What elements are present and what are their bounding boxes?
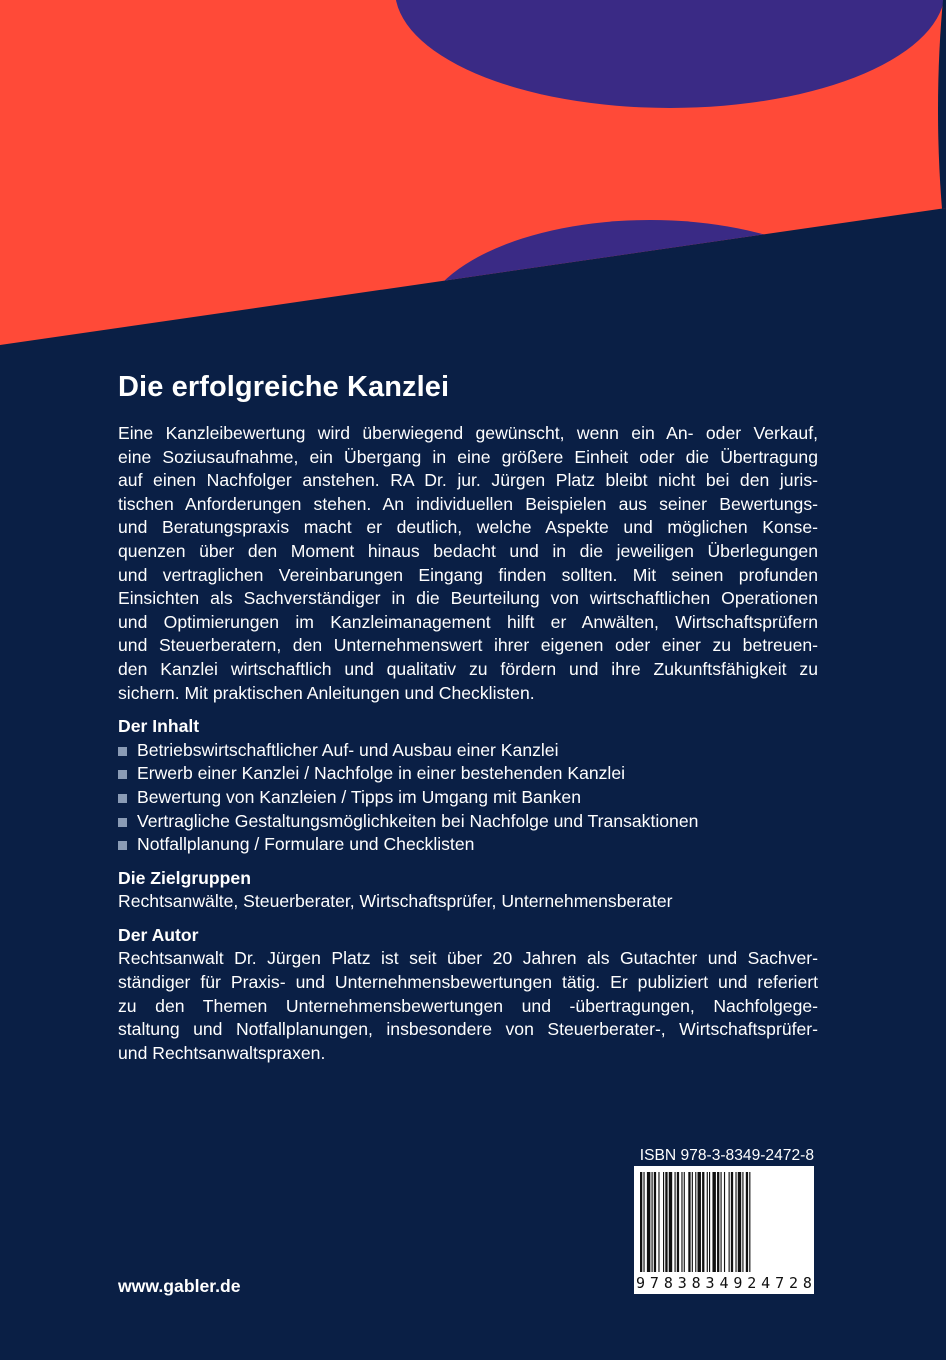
author-heading: Der Autor [118, 924, 199, 945]
intro-line: und Beratungspraxis macht er deutlich, welche Aspekte und möglichen Konse- [118, 517, 818, 538]
list-item-text: Erwerb einer Kanzlei / Nachfolge in einer bestehenden Kanzlei [137, 763, 626, 784]
intro-line: Einsichten als Sachverständiger in die Beurteilung von wirtschaftlichen Operationen [118, 588, 818, 609]
barcode-bar [742, 1172, 743, 1272]
list-item-text: Betriebswirtschaftlicher Auf- und Ausbau einer Kanzlei [137, 739, 559, 760]
list-item-text: Bewertung von Kanzleien / Tipps im Umgang mit Banken [137, 786, 581, 807]
author-line: Rechtsanwalt Dr. Jürgen Platz ist seit über 20 Jahren als Gutachter und Sachver- [118, 948, 818, 969]
publisher-website: www.gabler.de [118, 1276, 241, 1296]
author-line: staltung und Notfallplanungen, insbesondere von Steuerberater-, Wirtschaftsprüfer- [118, 1019, 818, 1040]
barcode-digit: 8 [802, 1274, 812, 1292]
barcode-bar [643, 1172, 644, 1272]
barcode-digit: 8 [691, 1274, 701, 1292]
barcode-digit: 2 [788, 1274, 798, 1292]
barcode-bar [735, 1172, 736, 1272]
square-bullet-icon [118, 818, 127, 827]
barcode-digit: 2 [747, 1274, 757, 1292]
author-line: zu den Themen Unternehmensbewertungen und -übertragungen, Nachfolgege- [118, 995, 818, 1016]
barcode-bar [731, 1172, 733, 1272]
barcode-bar [665, 1172, 667, 1272]
barcode-bar [717, 1172, 719, 1272]
list-item [118, 833, 818, 857]
contents-list [118, 739, 818, 857]
author-text [118, 947, 818, 1065]
list-item [118, 810, 818, 834]
barcode-bar [724, 1172, 725, 1272]
barcode-digit: 8 [663, 1274, 673, 1292]
intro-line: den Kanzlei wirtschaftlich und qualitativ zu fördern und ihre Zukunftsfähigkeit zu [118, 658, 818, 679]
intro-line: und vertraglichen Vereinbarungen Eingang finden sollten. Mit seinen profunden [118, 564, 818, 585]
barcode-bar [681, 1172, 682, 1272]
list-item [118, 739, 818, 763]
barcode-bar [738, 1172, 741, 1272]
barcode-bar [652, 1172, 653, 1272]
barcode-bar [707, 1172, 708, 1272]
list-item-text: Notfallplanung / Formulare und Checklisten [137, 834, 475, 855]
intro-line: auf einen Nachfolger anstehen. RA Dr. jur. Jürgen Platz bleibt nicht bei den juris- [118, 470, 818, 491]
intro-line: quenzen über den Moment hinaus bedacht und in die jeweiligen Überlegungen [118, 540, 818, 561]
intro-line: sichern. Mit praktischen Anleitungen und Checklisten. [118, 682, 535, 703]
back-cover-text [118, 370, 818, 1065]
barcode-bar [712, 1172, 715, 1272]
barcode-bar [702, 1172, 704, 1272]
barcode-bar [721, 1172, 722, 1272]
barcode-digit: 3 [677, 1274, 687, 1292]
list-item [118, 786, 818, 810]
barcode-bar [675, 1172, 676, 1272]
intro-line: eine Soziusaufnahme, ein Übergang in eine größere Einheit oder die Übertragung [118, 446, 818, 467]
target-groups-text: Rechtsanwälte, Steuerberater, Wirtschaftsprüfer, Unternehmensberater [118, 891, 673, 912]
barcode-bar [669, 1172, 672, 1272]
barcode-digit: 3 [705, 1274, 715, 1292]
intro-line: und Steuerberatern, den Unternehmenswert ihrer eigenen oder einer zu betreuen- [118, 635, 818, 656]
barcode-bar [695, 1172, 696, 1272]
square-bullet-icon [118, 841, 127, 850]
intro-line: und Optimierungen im Kanzleimanagement hilft er Anwälten, Wirtschaftsprüfern [118, 611, 818, 632]
list-item-text: Vertragliche Gestaltungsmöglichkeiten bei Nachfolge und Transaktionen [137, 810, 699, 831]
author-section [118, 924, 818, 1066]
author-line: und Rechtsanwaltspraxen. [118, 1042, 326, 1063]
intro-line: tischen Anforderungen stehen. An individuellen Beispielen aus seiner Bewertungs- [118, 493, 818, 514]
barcode-bar [654, 1172, 656, 1272]
isbn-number: ISBN 978-3-8349-2472-8 [639, 1147, 814, 1164]
barcode-bar [688, 1172, 690, 1272]
square-bullet-icon [118, 794, 127, 803]
barcode-digit: 4 [761, 1274, 771, 1292]
isbn-barcode [634, 1166, 814, 1294]
contents-heading: Der Inhalt [118, 716, 200, 737]
intro-line: Eine Kanzleibewertung wird überwiegend gewünscht, wenn ein An- oder Verkauf, [118, 423, 818, 443]
barcode-digit: 9 [636, 1274, 646, 1292]
intro-paragraph [118, 422, 818, 705]
barcode-bar [684, 1172, 685, 1272]
target-groups-section [118, 867, 818, 914]
barcode-bar [698, 1172, 701, 1272]
barcode-bar [663, 1172, 664, 1272]
barcode-bar [647, 1172, 650, 1272]
barcode-bar [729, 1172, 730, 1272]
barcode-bar [709, 1172, 710, 1272]
barcode-bar [677, 1172, 679, 1272]
barcode-digit: 7 [649, 1274, 659, 1292]
square-bullet-icon [118, 770, 127, 779]
barcode-digit: 7 [775, 1274, 785, 1292]
barcode-digit: 4 [719, 1274, 729, 1292]
target-groups-heading: Die Zielgruppen [118, 867, 251, 888]
barcode-bar [658, 1172, 659, 1272]
square-bullet-icon [118, 747, 127, 756]
barcode-bar [749, 1172, 750, 1272]
book-title: Die erfolgreiche Kanzlei [118, 371, 450, 403]
barcode-digits [636, 1274, 812, 1292]
barcode-digit: 9 [733, 1274, 743, 1292]
barcode-bar [640, 1172, 642, 1272]
barcode-bar [692, 1172, 693, 1272]
barcode-bar [746, 1172, 748, 1272]
author-line: ständiger für Praxis- und Unternehmensbewertungen tätig. Er publiziert und referiert [118, 972, 818, 993]
contents-section [118, 715, 818, 857]
list-item [118, 762, 818, 786]
